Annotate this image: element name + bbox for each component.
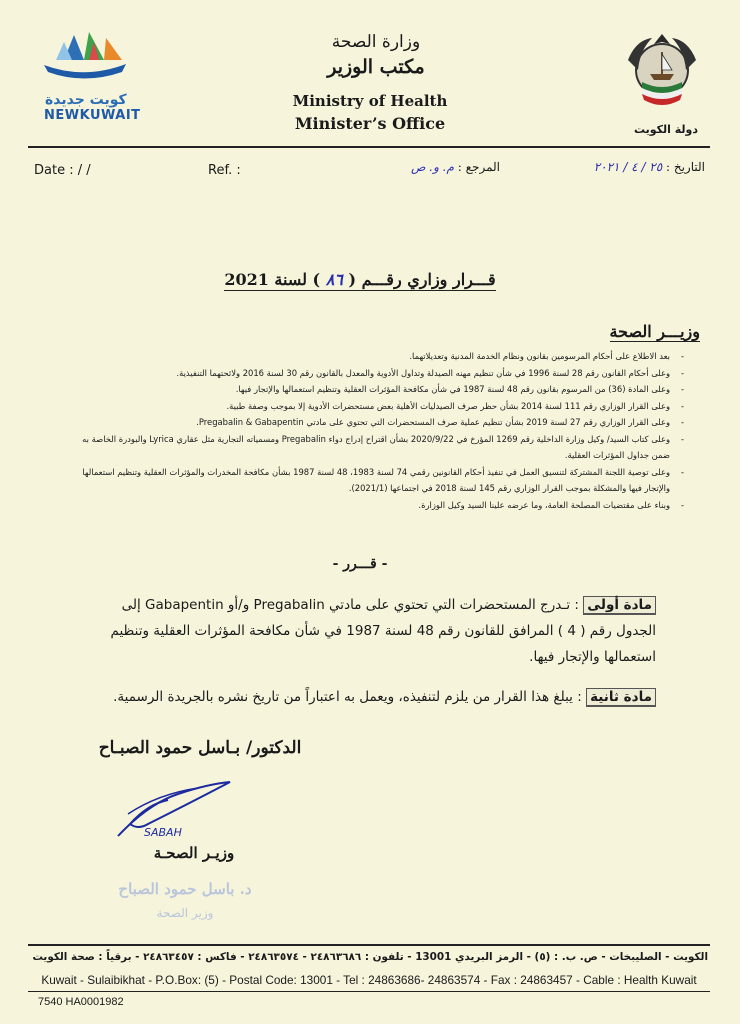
footer-address-arabic: الكويت - الصليبخات - ص. ب. : (٥) - الرمز البريدي 13001 - تلفون : ٢٤٨٦٣٦٨٦ - ٢٤٨٦٣٥٧٤ - فاكس : ٢٤٨٦٣٤٥٧ - برقياً : صحة الكويت — [32, 951, 708, 963]
ref-value-handwritten: م. و. ص — [410, 160, 454, 174]
preamble-list — [70, 348, 684, 513]
decree-title-prefix: قـــرار وزاري رقـــم ( — [348, 270, 496, 289]
new-kuwait-logo-icon — [34, 30, 134, 90]
document-code: 7540 HA0001982 — [38, 996, 124, 1008]
preamble-item: - وبناء على مقتضيات المصلحة العامة، وما عرضه علينا السيد وكيل الوزارة. — [70, 497, 670, 514]
article-two-label: مادة ثانية — [586, 688, 656, 707]
preamble-item: - وعلى القرار الوزاري رقم 27 لسنة 2019 بشأن تنظيم عملية صرف المستحضرات التي تحتوي على مادتي Pregabalin & Gabapentin. — [70, 414, 670, 431]
preamble-item: - وعلى القرار الوزاري رقم 111 لسنة 2014 بشأن حظر صرف الصيدليات الأهلية بعض مستحضرات الأدوية إلا بموجب وصفة طبية. — [70, 398, 670, 415]
new-kuwait-english-text: NEWKUWAIT — [44, 108, 141, 123]
date-value-handwritten: ٢٥ / ٤ / ٢٠٢١ — [593, 160, 663, 174]
decree-number: ٨٦ — [325, 270, 343, 289]
decided-heading: - قـــرر - — [332, 556, 388, 572]
new-kuwait-arabic-text: كويت جديدة — [45, 92, 127, 108]
decree-title — [200, 270, 520, 289]
preamble-item: - وعلى أحكام القانون رقم 28 لسنة 1996 في شأن تنظيم مهنه الصيدلة وتداول الأدوية والمعدل بالقانون رقم 30 لسنة 2016 ولائحتهما التنفيذية. — [70, 365, 670, 382]
footer-address-english: Kuwait - Sulaibikhat - P.O.Box: (5) - Postal Code: 13001 - Tel : 24863686- 24863574 - Fax : 24863457 - Cable : Health Kuwait — [41, 973, 697, 987]
preamble-item: - وعلى توصية اللجنة المشتركة لتنسيق العمل في تنفيذ أحكام القانونين رقمي 74 لسنة 1983، 48 لسنة 1987 بشأن مكافحة المخدرات والمؤثرات العقلية وتنظيم استعمالها والإتجار فيها والمشكلة بموجب القرار الوزاري رقم 145 لسنة 2018 في اجتماعها (2021/1). — [70, 464, 670, 497]
date-arabic — [500, 160, 705, 174]
office-english: Minister’s Office — [294, 114, 446, 133]
preamble-item: - وعلى كتاب السيد/ وكيل وزارة الداخلية رقم 1269 المؤرخ في 2020/9/22 بشأن اقتراح إدراج دواء Pregabalin ومسمياته التجارية مثل عقاري Lyrica والبودرة الخاصة به ضمن جداول المؤثرات العقلية. — [70, 431, 670, 464]
article-one-label: مادة أولى — [583, 596, 656, 615]
state-name-arabic: دولة الكويت — [633, 123, 699, 136]
article-one — [80, 592, 656, 670]
faded-stamp-title: وزير الصحة — [156, 906, 214, 920]
header-divider — [28, 146, 710, 148]
preamble-item: - بعد الاطلاع على أحكام المرسومين بقانون ونظام الخدمة المدنية وتعديلاتهما. — [70, 348, 670, 365]
kuwait-emblem-icon — [622, 30, 702, 120]
decree-title-suffix: ) لسنة 2021 — [224, 270, 321, 289]
ministry-english: Ministry of Health — [292, 92, 448, 110]
article-one-text: : تـدرج المستحضرات التي تحتوي على مادتي Pregabalin و/أو Gabapentin إلى الجدول رقم ( 4 ) المرافق للقانون رقم 48 لسنة 1987 في شأن مكافحة المؤثرات العقلية وتنظيم استعمالها والإتجار فيها. — [110, 597, 656, 665]
svg-text:SABAH: SABAH — [144, 826, 182, 839]
ref-label-english: Ref. : — [208, 163, 241, 178]
faded-stamp-name: د. باسل حمود الصباح — [118, 880, 252, 898]
footer-divider-top — [28, 944, 710, 946]
handwritten-signature-icon — [108, 774, 248, 844]
signer-name: الدكتور/ بـاسل حمود الصبـاح — [98, 738, 302, 758]
ref-arabic — [400, 160, 500, 174]
date-label-english: Date : / / — [34, 163, 91, 178]
minister-heading-text: وزيـــر الصحة — [609, 322, 700, 341]
office-arabic: مكتب الوزير — [327, 56, 425, 78]
ref-label-arabic: المرجع : — [457, 160, 500, 174]
signer-title: وزيـر الصحـة — [153, 844, 235, 862]
preamble-item: - وعلى المادة (36) من المرسوم بقانون رقم 48 لسنة 1987 في شأن مكافحة المؤثرات العقلية وتنظيم استعمالها والإتجار فيها. — [70, 381, 670, 398]
ministry-arabic: وزارة الصحة — [331, 32, 421, 52]
date-label-arabic: التاريخ : — [665, 160, 705, 174]
article-two-text: : يبلغ هذا القرار من يلزم لتنفيذه، ويعمل به اعتباراً من تاريخ نشره بالجريدة الرسمية. — [113, 689, 582, 705]
footer-divider-bottom — [28, 991, 710, 992]
article-two — [80, 684, 656, 710]
minister-heading — [540, 322, 700, 341]
